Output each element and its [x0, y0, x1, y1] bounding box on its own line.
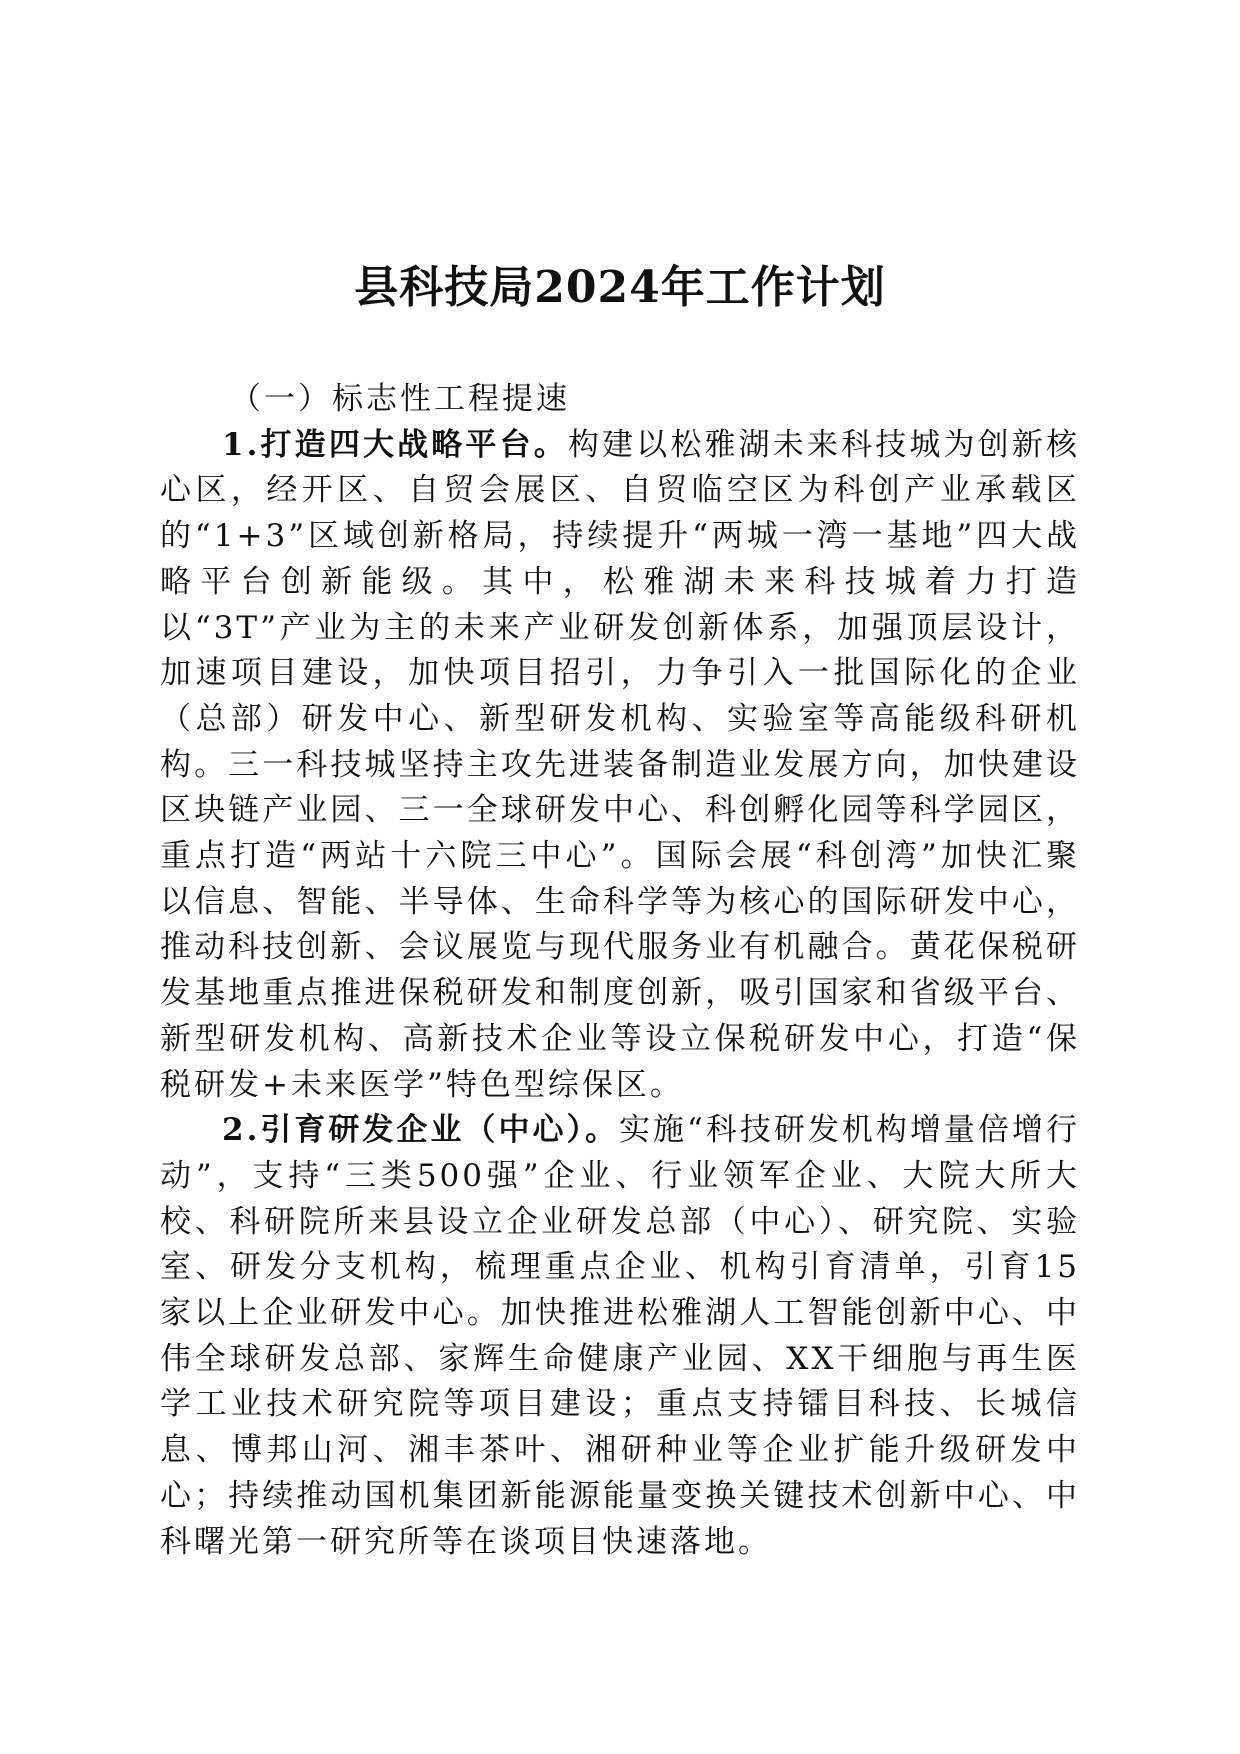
paragraph-item-2 [160, 1108, 1080, 1565]
paragraph-item-1 [160, 423, 1080, 1109]
document-body [160, 377, 1080, 1565]
document-title: 县科技局2024年工作计划 [354, 262, 886, 313]
item-title: 1.打造四大战略平台。 [222, 426, 568, 463]
item-text: 构建以松雅湖未来科技城为创新核心区，经开区、自贸会展区、自贸临空区为科创产业承载区的“1+3”区域创新格局，持续提升“两城一湾一基地”四大战略平台创新能级。其中，松雅湖未来科技城着力打造以“3T”产业为主的未来产业研发创新体系，加强顶层设计，加速项目建设，加快项目招引，力争引入一批国际化的企业（总部）研发中心、新型研发机构、实验室等高能级科研机构。三一科技城坚持主攻先进装备制造业发展方向，加快建设区块链产业园、三一全球研发中心、科创孵化园等科学园区，重点打造“两站十六院三中心”。国际会展“科创湾”加快汇聚以信息、智能、半导体、生命科学等为核心的国际研发中心，推动科技创新、会议展览与现代服务业有机融合。黄花保税研发基地重点推进保税研发和制度创新，吸引国家和省级平台、新型研发机构、高新技术企业等设立保税研发中心，打造“保税研发+未来医学”特色型综保区。 [160, 426, 1080, 1103]
item-text: 实施“科技研发机构增量倍增行动”，支持“三类500强”企业、行业领军企业、大院大所大校、科研院所来县设立企业研发总部（中心）、研究院、实验室、研发分支机构，梳理重点企业、机构引育清单，引育15家以上企业研发中心。加快推进松雅湖人工智能创新中心、中伟全球研发总部、家辉生命健康产业园、XX干细胞与再生医学工业技术研究院等项目建设；重点支持镭目科技、长城信息、博邦山河、湘丰茶叶、湘研种业等企业扩能升级研发中心；持续推动国机集团新能源能量变换关键技术创新中心、中科曙光第一研究所等在谈项目快速落地。 [160, 1112, 1080, 1560]
item-title: 2.引育研发企业（中心）。 [222, 1112, 619, 1149]
section-heading: （一）标志性工程提速 [230, 381, 570, 417]
